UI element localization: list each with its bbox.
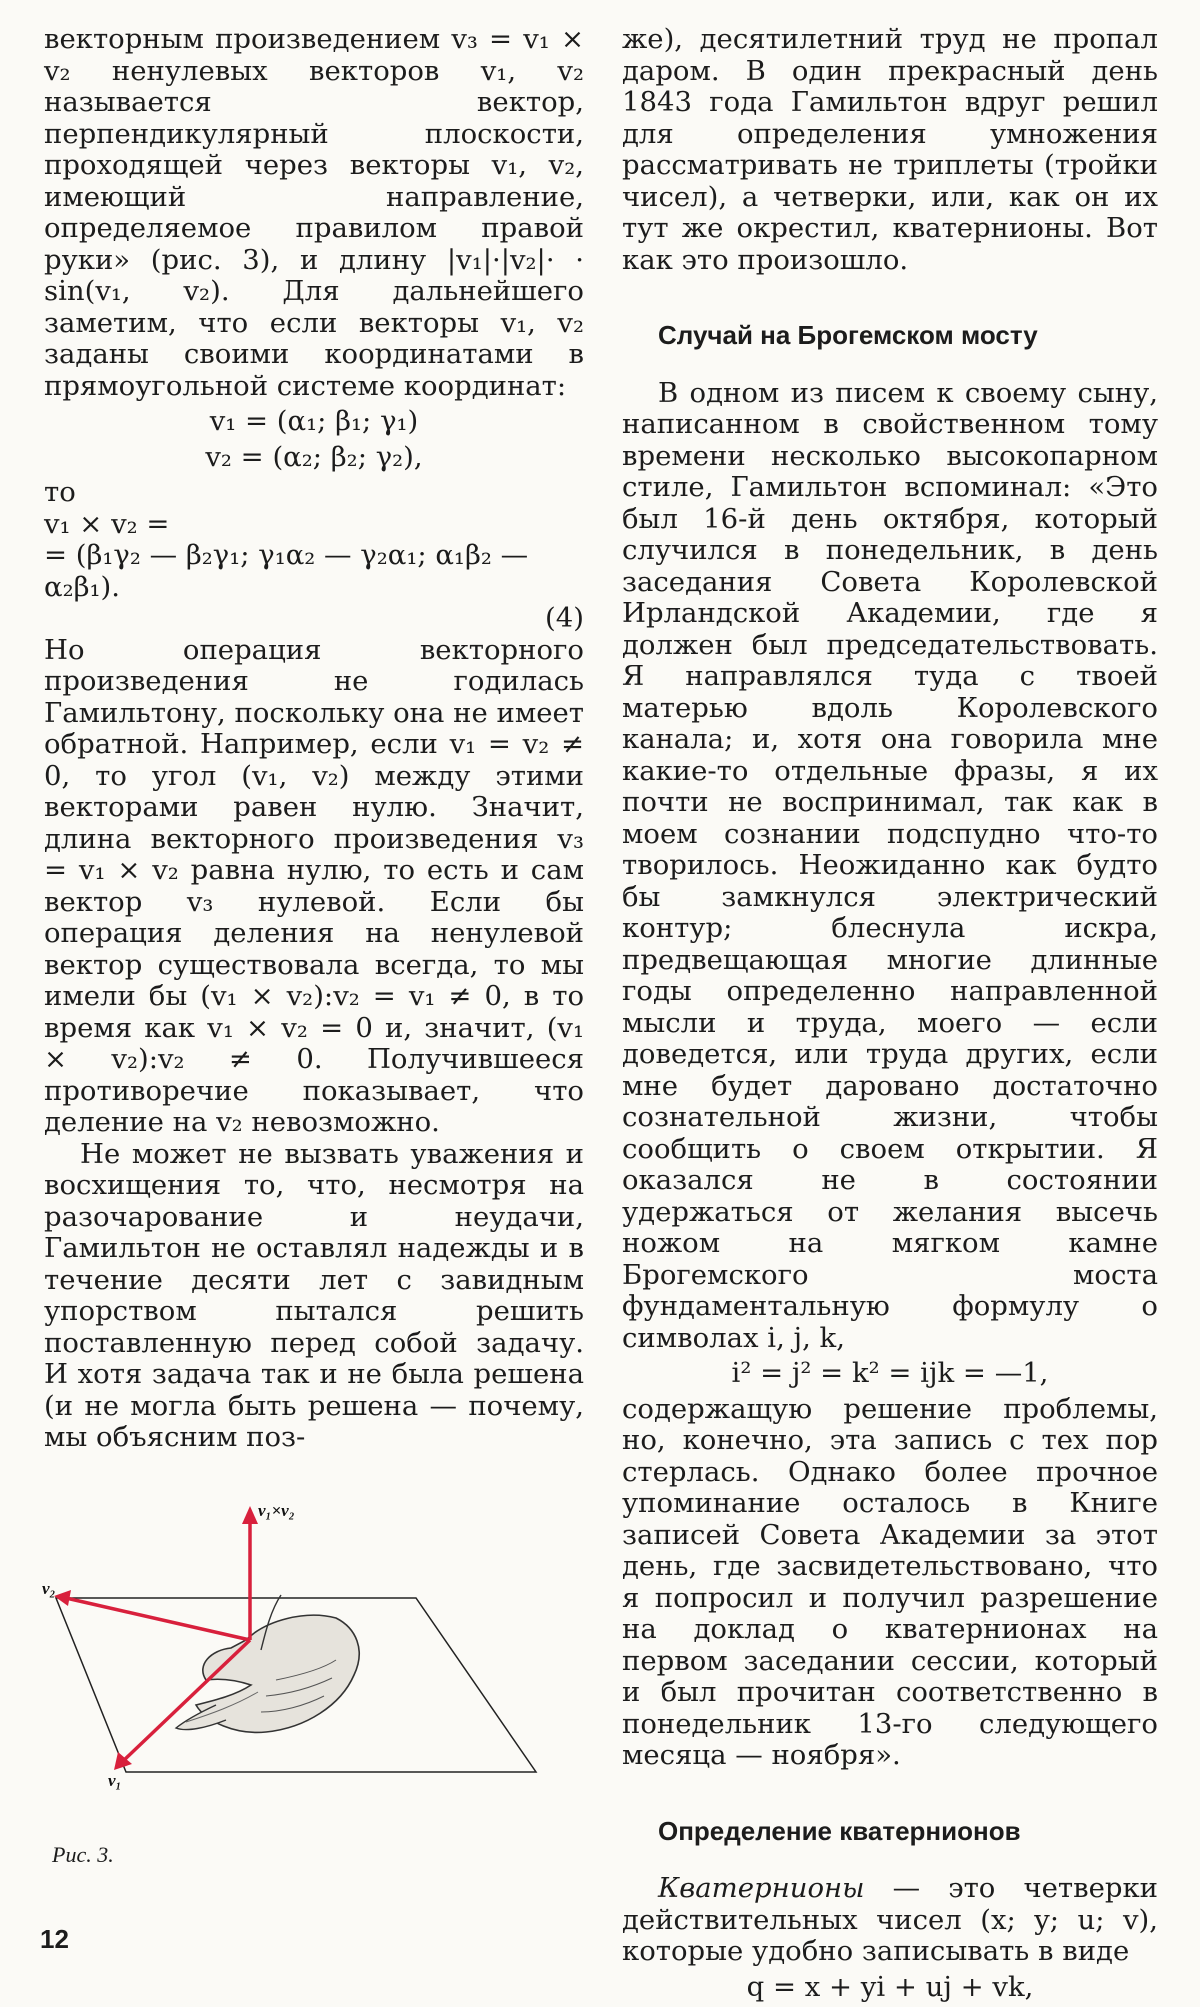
formula-ijk: i² = j² = k² = ijk = —1, [731, 1357, 1049, 1389]
formula-quaternion: q = x + yi + uj + vk, [746, 1970, 1034, 2003]
label-v2: v₂ [42, 1579, 56, 1598]
definition-text: — это четверки действительных чисел (x; y; u; v), которые удобно записывать в виде [622, 1872, 1158, 1967]
left-column [44, 24, 584, 1454]
paragraph-hamilton-letter: В одном из писем к своему сыну, написанном в свойственном тому времени несколько высокопарном стиле, Гамильтон вспоминал: «Это был 16-й день октября, который случился в понедельник, в день заседания Совета Королевской Ирландской Академии, где я должен был председательствовать. Я направлялся туда с твоей матерью вдоль Королевского канала; и, хотя она говорила мне какие-то отдельные фразы, я их почти не воспринимал, так как в моем сознании подспудно что-то творилось. Неожиданно как будто бы замкнулся электрический контур; блеснула искра, предвещающая многие длинные годы определенно направленной мысли и труда, моего — если доведется, или труда других, если мне будет даровано достаточно сознательной жизни, чтобы сообщить о своем открытии. Я оказался не в состоянии удержаться от желания высечь ножом на мягком камне Брогемского моста фундаментальную формулу о символах i, j, k, [622, 376, 1158, 1354]
paragraph-hamilton-persistence: Не может не вызвать уважения и восхищения то, что, несмотря на разочарование и неудачи, Гамильтон не оставлял надежды и в течение десяти лет с завидным упорством пытался решить поставленную перед собой задачу. И хотя задача так и не была решена (и не могла быть решена — почему, мы объясним поз- [44, 1137, 584, 1453]
formula-v2-coords: v₂ = (α₂; β₂; γ₂), [205, 440, 423, 473]
right-column [622, 24, 1158, 2007]
formula-cross-product-rhs: = (β₁γ₂ — β₂γ₁; γ₁α₂ — γ₂α₁; α₁β₂ — α₂β₁). [44, 539, 529, 603]
page-number: 12 [40, 1924, 69, 1954]
paragraph-academy-record: содержащую решение проблемы, но, конечно, эта запись с тех пор стерлась. Однако более прочное упоминание осталось в Книге записей Совета Академии за этот день, где засвидетельствовано, что я попросил и получил разрешение на доклад о кватернионах на первом заседании сессии, который и был прочитан соответственно в понедельник 13-го следующего месяца — ноября». [622, 1392, 1158, 1771]
word-to: то [44, 476, 76, 508]
heading-brougham-bridge: Случай на Брогемском мосту [658, 320, 1038, 350]
formula-cross-product-lhs: v₁ × v₂ = [44, 507, 170, 540]
paragraph-cross-product-definition: векторным произведением v₃ = v₁ × v₂ ненулевых векторов v₁, v₂ называется вектор, перпендикулярный плоскости, проходящей через векторы v₁, v₂, имеющий направление, определяемое правилом правой руки» (рис. 3), и длину |v₁|·|v₂|· · sin(v₁, v₂). Для дальнейшего заметим, что если векторы v₁, v₂ заданы своими координатами в прямоугольной системе координат: [44, 23, 584, 402]
figure-right-hand-rule [36, 1500, 556, 1790]
paragraph-no-inverse: Но операция векторного произведения не годилась Гамильтону, поскольку она не имеет обратной. Например, если v₁ = v₂ ≠ 0, то угол (v₁, v₂) между этими векторами равен нулю. Значит, длина векторного произведения v₃ = v₁ × v₂ равна нулю, то есть и сам вектор v₃ нулевой. Если бы операция деления на ненулевой вектор существовала всегда, то мы имели бы (v₁ × v₂):v₂ = v₁ ≠ 0, в то время как v₁ × v₂ = 0 и, значит, (v₁ × v₂):v₂ ≠ 0. Получившееся противоречие показывает, что деление на v₂ невозможно. [44, 633, 584, 1138]
arrow-v2 [66, 1598, 250, 1640]
hand-illustration [176, 1595, 359, 1732]
label-v1: v₁ [108, 1771, 122, 1790]
term-quaternions: Кватернионы [658, 1872, 865, 1904]
figure-caption: Рис. 3. [52, 1842, 114, 1867]
arrowhead-v1-v2 [242, 1506, 258, 1524]
heading-quaternion-definition: Определение кватернионов [658, 1815, 1021, 1846]
formula-v1-coords: v₁ = (α₁; β₁; γ₁) [209, 405, 419, 437]
paragraph-quaternion-definition [622, 1873, 1158, 1968]
label-v1-cross-v2: v₁×v₂ [258, 1501, 295, 1520]
paragraph-quaternion-invention: же), десятилетний труд не пропал даром. В один прекрасный день 1843 года Гамильтон вдруг решил для определения умножения рассматривать не триплеты (тройки чисел), а четверки, или, как он их тут же окрестил, кватернионы. Вот как это произошло. [622, 23, 1158, 276]
equation-number: (4) [545, 602, 584, 634]
